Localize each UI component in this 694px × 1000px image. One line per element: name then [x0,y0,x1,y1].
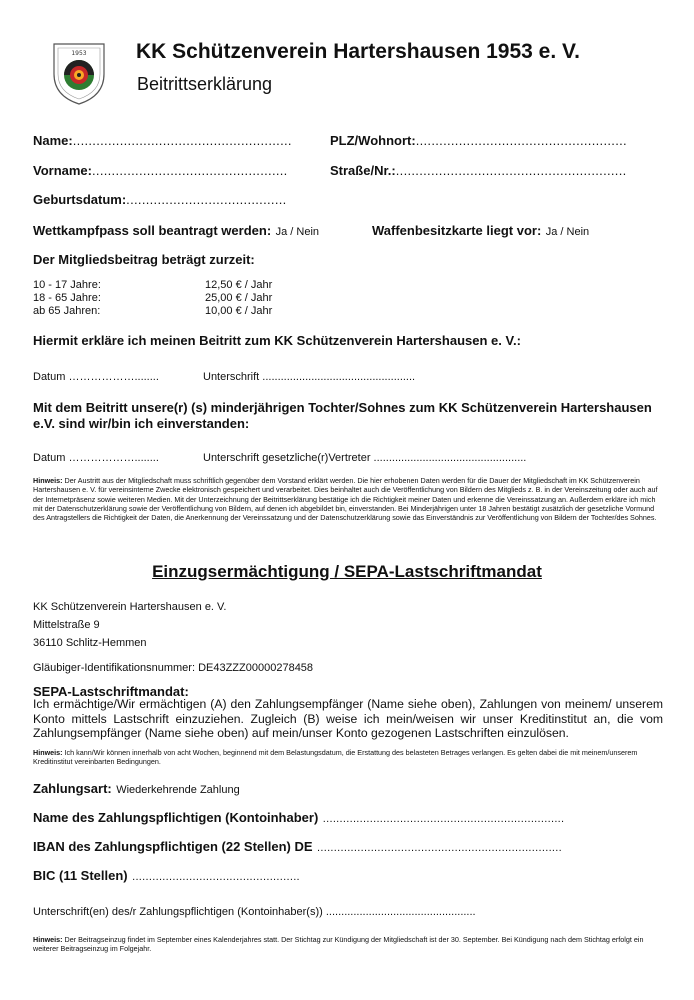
fee-amount-2: 10,00 € / Jahr [205,305,273,317]
vorname-dots: .................................................. [92,163,288,178]
zahlungsart-value: Wiederkehrende Zahlung [116,784,240,796]
waffen-label: Waffenbesitzkarte liegt vor: [372,223,542,238]
plz-dots: ...................................................... [415,133,627,148]
hinweis-text: Der Austritt aus der Mitgliedschaft muss schriftlich gegenüber dem Vorstand erklärt werden. Die hier erhobenen Daten werden für die Dauer der Mitgliedschaft im KK Schützenverein Hartershausen e. V. für vereinsinterne Zwecke elektronisch gespeichert und verarbeitet. Dies beinhaltet auch die Veröffentlichung von Bildern des Mitglieds z. B. in der Vereinszeitung oder auch auf der Internetpräsenz sowie weiteren Medien. Mit der Unterzeichnung der Beitrittserklärung bestätige ich die Richtigkeit meiner Daten und erkenne die Vereinssatzung an. Außerdem erkläre ich mich mit der Datenschutzerklärung sowie der Veröffentlichung von Bildern, auf denen ich abgebildet bin, einverstanden. Bei Minderjährigen unter 18 Jahren bestätigt zusätzlich der gesetzliche Vormund des Antragstellers die Richtigkeit der Daten, die Anerkennung der Vereinssatzung und der Datenschutzerklärung sowie das Einverständnis zur Veröffentlichung von Bildern der Tochter/des Sohnes. [33,476,658,523]
hinweis-einzug [33,935,661,954]
fee-age-1: 18 - 65 Jahre: [33,292,101,304]
fee-age-2: ab 65 Jahren: [33,305,101,317]
fee-age-0: 10 - 17 Jahre: [33,279,101,291]
name-label: Name: [33,133,73,148]
bic-dots: .................................................. [132,871,300,883]
creditor-name: KK Schützenverein Hartershausen e. V. [33,601,227,613]
bic-label: BIC (11 Stellen) [33,868,128,883]
vorname-field[interactable] [33,163,288,178]
hinweis-membership [33,476,661,522]
logo-year: 1953 [71,50,87,57]
waffen-value[interactable]: Ja / Nein [545,226,590,238]
bic-field[interactable] [33,867,300,885]
hinweis-einzug-text: Der Beitragseinzug findet im September eines Kalenderjahres statt. Der Stichtag zur Kündigung der Mitgliedschaft ist der 30. September. Bei Kündigung nach dem Stichtag erfolgt ein weiterer Beitragseinzug im Folgejahr. [33,935,644,954]
hinweis-refund [33,748,661,767]
hinweis-refund-label: Hinweis: [33,748,63,757]
zahlungsart [33,780,240,798]
iban-field[interactable] [33,838,562,856]
vorname-label: Vorname: [33,163,92,178]
wettkampf-label: Wettkampfpass soll beantragt werden: [33,223,272,238]
name-field[interactable] [33,133,292,148]
geburtsdatum-label: Geburtsdatum: [33,192,127,207]
zahlungsart-label: Zahlungsart: [33,781,112,796]
creditor-city: 36110 Schlitz-Hemmen [33,637,147,649]
account-holder-field[interactable] [33,809,564,827]
hinweis-einzug-label: Hinweis: [33,935,63,944]
mandat-text: Ich ermächtige/Wir ermächtigen (A) den Zahlungsempfänger (Name siehe oben), Zahlungen von meinem/ unserem Konto mittels Lastschrift einzuziehen. Zugleich (B) weise ich mein/weisen wir unser Kreditinstitut an, die vom Zahlungsempfänger (Name siehe oben) auf mein/unser Konto gezogenen Lastschriften einzulösen. [33,697,663,740]
fees-heading: Der Mitgliedsbeitrag beträgt zurzeit: [33,252,255,267]
geburtsdatum-dots: ......................................... [126,192,287,207]
page-title: KK Schützenverein Hartershausen 1953 e. V. [136,40,580,63]
minor-consent-text: Mit dem Beitritt unsere(r) (s) minderjährigen Tochter/Sohnes zum KK Schützenverein Hartershausen e.V. sind wir/bin ich einverstanden: [33,400,652,431]
name-dots: ........................................................ [72,133,292,148]
minor-datum[interactable]: Datum ………………........ [33,452,159,464]
strasse-label: Straße/Nr.: [330,163,396,178]
strasse-field[interactable] [330,163,627,178]
minor-signature[interactable]: Unterschrift gesetzliche(r)Vertreter .................................................. [203,452,527,464]
strasse-dots: ........................................................... [395,163,627,178]
declaration-signature[interactable]: Unterschrift .................................................. [203,371,416,383]
hinweis-refund-text: Ich kann/Wir können innerhalb von acht Wochen, beginnend mit dem Belastungsdatum, die Erstattung des belasteten Betrages verlangen. Es gelten dabei die mit meinem/unserem Kreditinstitut vereinbarten Bedingungen. [33,748,638,767]
hinweis-label: Hinweis: [33,476,63,485]
plz-label: PLZ/Wohnort: [330,133,416,148]
wettkampf-field[interactable] [33,222,319,240]
page-subtitle: Beitrittserklärung [137,74,273,94]
iban-label: IBAN des Zahlungspflichtigen (22 Stellen) DE [33,839,313,854]
plz-field[interactable] [330,133,627,148]
creditor-street: Mittelstraße 9 [33,619,100,631]
fee-amount-1: 25,00 € / Jahr [205,292,273,304]
club-logo [50,38,108,106]
creditor-id: Gläubiger-Identifikationsnummer: DE43ZZZ00000278458 [33,662,314,674]
iban-dots: ......................................................................... [317,842,562,854]
sepa-signature[interactable]: Unterschrift(en) des/r Zahlungspflichtigen (Kontoinhaber(s)) ................................................. [33,906,476,918]
account-holder-label: Name des Zahlungspflichtigen (Kontoinhaber) [33,810,319,825]
geburtsdatum-field[interactable] [33,192,287,207]
fee-amount-0: 12,50 € / Jahr [205,279,273,291]
sepa-title: Einzugsermächtigung / SEPA-Lastschriftmandat [152,562,542,581]
mandat-label: SEPA-Lastschriftmandat: [33,684,189,699]
declaration-datum[interactable]: Datum ………………........ [33,371,159,383]
waffen-field[interactable] [372,222,589,240]
declaration-text: Hiermit erkläre ich meinen Beitritt zum KK Schützenverein Hartershausen e. V.: [33,333,521,348]
wettkampf-value[interactable]: Ja / Nein [275,226,320,238]
account-holder-dots: ........................................................................ [322,813,565,825]
